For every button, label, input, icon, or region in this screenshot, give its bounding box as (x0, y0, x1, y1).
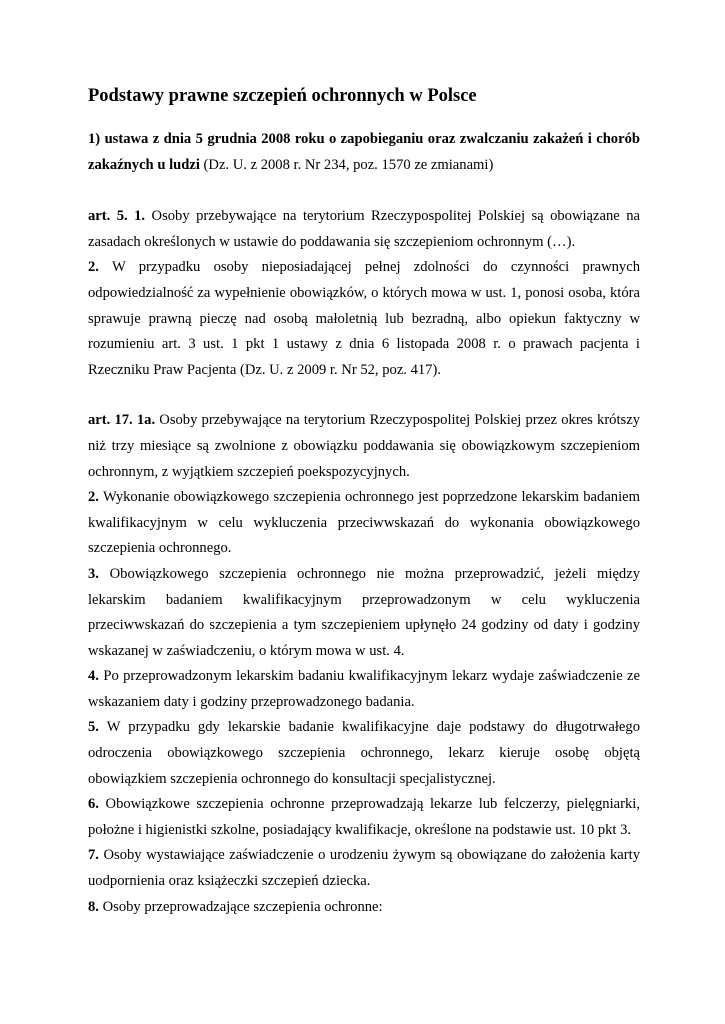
document-title: Podstawy prawne szczepień ochronnych w Polsce (88, 86, 477, 106)
art17-paragraph-6 (88, 792, 640, 843)
art17-paragraph-5 (88, 715, 640, 792)
paragraph-number: 4. (88, 668, 99, 685)
paragraph-text: Osoby przebywające na terytorium Rzeczypospolitej Polskiej przez okres krótszy niż trzy miesiące są zwolnione z obowiązku poddawania się obowiązkowym szczepieniom ochronnym, z wyjątkiem szczepień poekspozycyjnych. (88, 412, 640, 480)
paragraph-number: 2. (88, 259, 99, 276)
art17-paragraph-3 (88, 562, 640, 664)
paragraph-number: art. 5. 1. (88, 208, 146, 225)
paragraph-number: 5. (88, 719, 99, 736)
art17-paragraph-2 (88, 485, 640, 562)
paragraph-text: Wykonanie obowiązkowego szczepienia ochronnego jest poprzedzone lekarskim badaniem kwalifikacyjnym w celu wykluczenia przeciwwskazań do wykonania obowiązkowego szczepienia ochronnego. (88, 489, 640, 557)
paragraph-text: W przypadku osoby nieposiadającej pełnej zdolności do czynności prawnych odpowiedzialność za wypełnienie obowiązków, o których mowa w ust. 1, ponosi osoba, która sprawuje prawną pieczę nad osobą małoletnią lub bezradną, albo opiekun faktyczny w rozumieniu art. 3 ust. 1 pkt 1 ustawy z dnia 6 listopada 2008 r. o prawach pacjenta i Rzeczniku Praw Pacjenta (Dz. U. z 2009 r. Nr 52, poz. 417). (88, 259, 640, 378)
document-page (88, 84, 640, 920)
law-citation: (Dz. U. z 2008 r. Nr 234, poz. 1570 ze zmianami) (199, 156, 494, 173)
law-reference (88, 127, 640, 178)
art17-paragraph-8 (88, 895, 640, 921)
art17-paragraph-7 (88, 843, 640, 894)
paragraph-text: Obowiązkowe szczepienia ochronne przeprowadzają lekarze lub felczerzy, pielęgniarki, położne i higienistki szkolne, posiadający kwalifikacje, określone na podstawie ust. 10 pkt 3. (88, 796, 640, 838)
paragraph-number: 6. (88, 796, 99, 813)
paragraph-text: Obowiązkowego szczepienia ochronnego nie można przeprowadzić, jeżeli między lekarskim badaniem kwalifikacyjnym przeprowadzonym w celu wykluczenia przeciwwskazań do szczepienia a tym szczepieniem upłynęło 24 godziny od daty i godziny wskazanej w zaświadczeniu, o którym mowa w ust. 4. (88, 565, 640, 659)
paragraph-text: Po przeprowadzonym lekarskim badaniu kwalifikacyjnym lekarz wydaje zaświadczenie ze wskazaniem daty i godziny przeprowadzonego badania. (88, 668, 640, 710)
art5-paragraph-2 (88, 255, 640, 383)
art17-paragraph-4 (88, 664, 640, 715)
paragraph-number: 7. (88, 847, 99, 864)
paragraph-text: Osoby przeprowadzające szczepienia ochronne: (98, 898, 383, 915)
art17-paragraph-1a (88, 408, 640, 485)
paragraph-number: 3. (88, 565, 99, 582)
art5-paragraph-1 (88, 204, 640, 255)
paragraph-number: 8. (88, 898, 99, 915)
paragraph-number: art. 17. 1a. (88, 412, 156, 429)
paragraph-text: Osoby przebywające na terytorium Rzeczypospolitej Polskiej są obowiązane na zasadach określonych w ustawie do poddawania się szczepieniom ochronnym (…). (88, 208, 640, 250)
paragraph-text: W przypadku gdy lekarskie badanie kwalifikacyjne daje podstawy do długotrwałego odroczenia obowiązkowego szczepienia ochronnego, lekarz kieruje osobę objętą obowiązkiem szczepienia ochronnego do konsultacji specjalistycznej. (88, 719, 640, 787)
law-heading: 1) ustawa z dnia 5 grudnia 2008 roku o zapobieganiu oraz zwalczaniu zakażeń i chorób zakaźnych u ludzi (88, 131, 640, 173)
paragraph-text: Osoby wystawiające zaświadczenie o urodzeniu żywym są obowiązane do założenia karty uodpornienia oraz książeczki szczepień dziecka. (88, 847, 640, 890)
paragraph-number: 2. (88, 489, 99, 506)
